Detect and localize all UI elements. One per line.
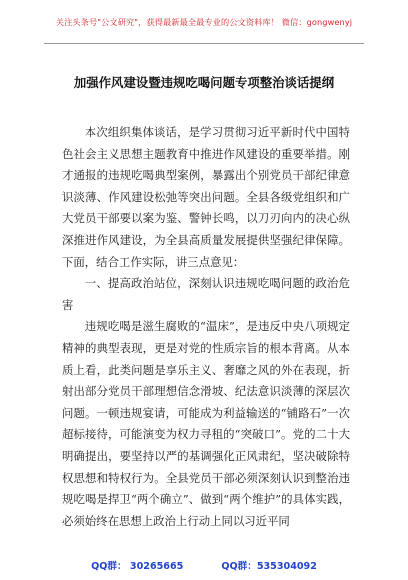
promo-banner-text: 关注头条号"公文研究"，获得最新最全最专业的公文资料库！ 微信：gongwenyj (55, 16, 353, 27)
intro-paragraph: 本次组织集体谈话，是学习贯彻习近平新时代中国特色社会主义思想主题教育中推进作风建设的重要举措。刚才通报的违规吃喝典型案例，暴露出个别党员干部纪律意识淡薄、作风建设松弛等突出问题。全县各级党组织和广大党员干部要以案为鉴、警钟长鸣，以刀刃向内的决心纵深推进作风建设，为全县高质量发展提供坚强纪律保障。下面，结合工作实际，讲三点意见： (62, 125, 350, 269)
footer-contacts (0, 558, 408, 574)
document-body (62, 122, 350, 532)
footer-qq-group-2: QQ群：535304092 (221, 561, 317, 572)
footer-qq-group-1: QQ群： 30265665 (91, 561, 184, 572)
section-1-paragraph: 违规吃喝是滋生腐败的“温床”，是违反中央八项规定精神的典型表现，更是对党的性质宗旨的根本背离。从本质上看，此类问题是享乐主义、奢靡之风的外在表现，折射出部分党员干部理想信念滑坡、纪法意识淡薄的深层次问题。一顿违规宴请，可能成为利益输送的“铺路石”一次超标接待，可能演变为权力寻租的“突破口”。党的二十大明确提出，要坚持以严的基调强化正风肃纪，坚决破除特权思想和特权行为。全县党员干部必须深刻认识到整治违规吃喝是捍卫“两个确立”、做到“两个维护”的具体实践，必须始终在思想上政治上行动上同以习近平同 (62, 319, 350, 528)
document-title: 加强作风建设暨违规吃喝问题专项整治谈话提纲 (73, 75, 335, 90)
header-divider (44, 43, 364, 44)
promo-header (0, 0, 408, 44)
section-heading-1: 一、提高政治站位，深刻认识违规吃喝问题的政治危害 (62, 276, 350, 312)
